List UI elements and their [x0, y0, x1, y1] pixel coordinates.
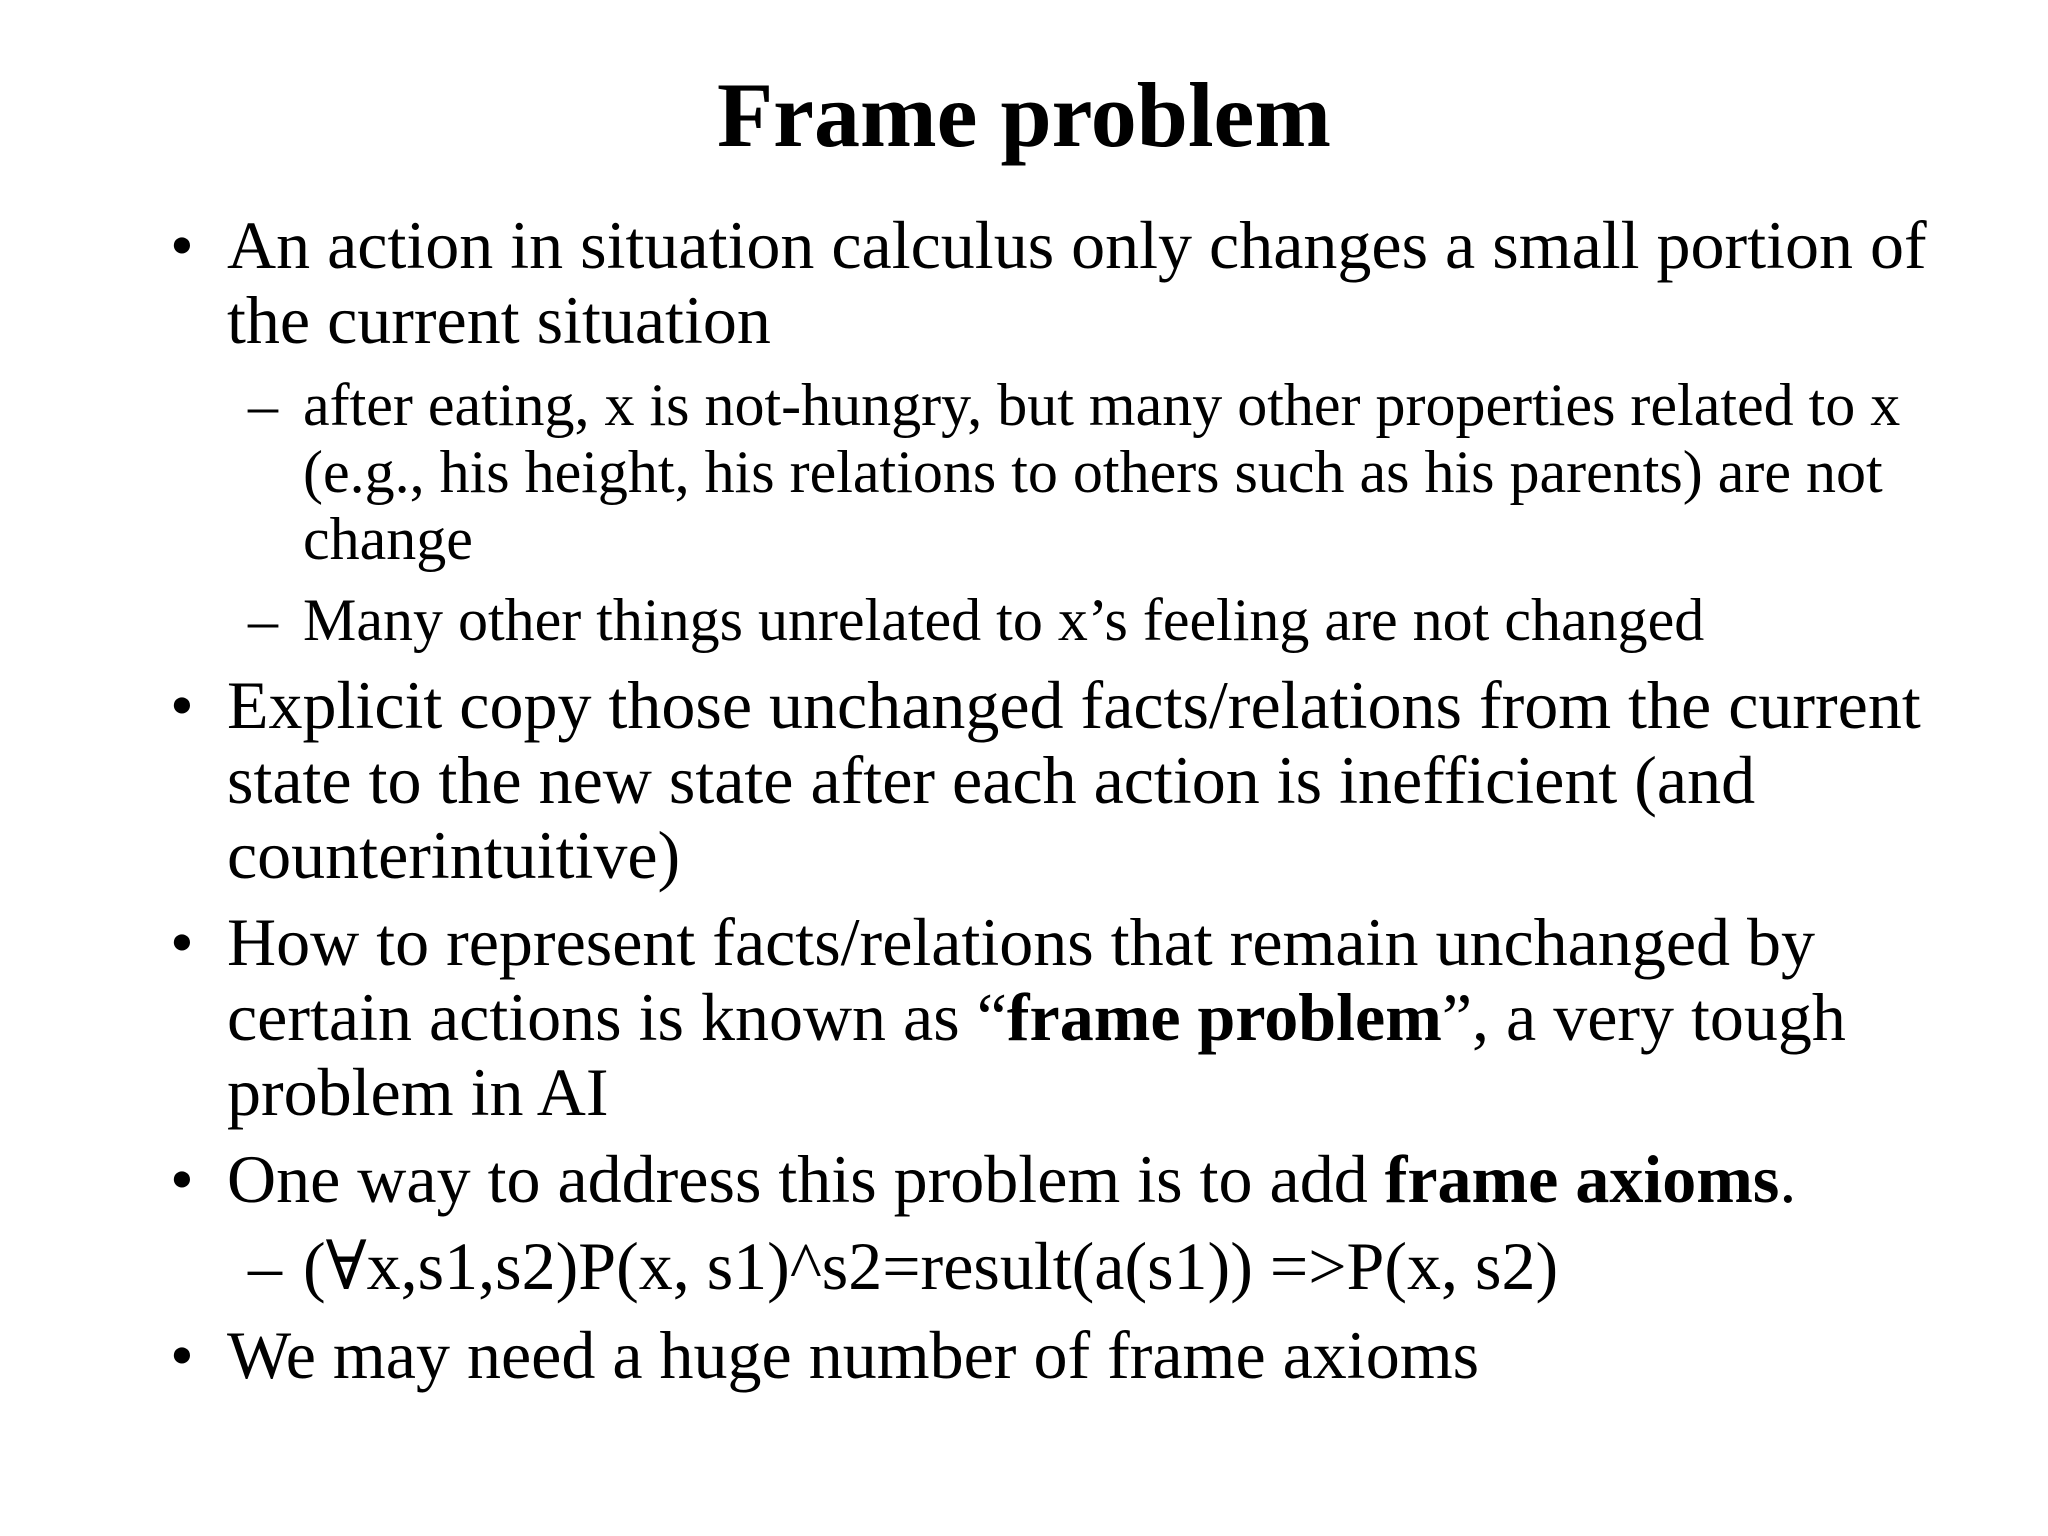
bullet-bold-term: frame problem	[1006, 979, 1442, 1055]
sub-bullet-item	[248, 1229, 2010, 1304]
bullet-text-part: One way to address this problem is to add	[227, 1141, 1385, 1217]
bullet-text-part: How to represent facts/relations that remain unchanged by certain actions is known as “	[227, 904, 1816, 1055]
bullet-text: An action in situation calculus only changes a small portion of the current situation	[227, 207, 1927, 358]
bullet-item	[170, 208, 2010, 358]
bullet-item	[170, 1142, 2010, 1217]
sub-bullet-marker: –	[248, 1228, 282, 1304]
sub-bullet-item	[248, 587, 2010, 654]
bullet-text: Explicit copy those unchanged facts/relations from the current state to the new state after each action is inefficient (and counterintuitive)	[227, 667, 1921, 893]
frame-axiom-formula: (∀x,s1,s2)P(x, s1)^s2=result(a(s1)) =>P(x, s2)	[303, 1228, 1559, 1304]
bullet-marker: •	[170, 904, 194, 980]
bullet-text-part: ”, a very tough problem in AI	[227, 979, 1846, 1130]
bullet-item	[170, 905, 2010, 1130]
sub-bullet-text: Many other things unrelated to x’s feeling are not changed	[303, 587, 1705, 653]
bullet-marker: •	[170, 207, 194, 283]
bullet-marker: •	[170, 1317, 194, 1393]
bullet-item	[170, 668, 2010, 893]
bullet-marker: •	[170, 667, 194, 743]
sub-bullet-marker: –	[248, 587, 278, 653]
sub-bullet-marker: –	[248, 372, 278, 438]
bullet-marker: •	[170, 1141, 194, 1217]
bullet-text-part: .	[1779, 1141, 1797, 1217]
sub-bullet-item	[248, 372, 2010, 573]
bullet-item	[170, 1318, 2010, 1393]
slide-title: Frame problem	[716, 64, 1332, 166]
slide-content	[170, 208, 2010, 1405]
bullet-bold-term: frame axioms	[1384, 1141, 1780, 1217]
bullet-text: We may need a huge number of frame axioms	[227, 1317, 1480, 1393]
sub-bullet-text: after eating, x is not-hungry, but many other properties related to x (e.g., his height, his relations to others such as his parents) are not change	[303, 372, 1901, 572]
